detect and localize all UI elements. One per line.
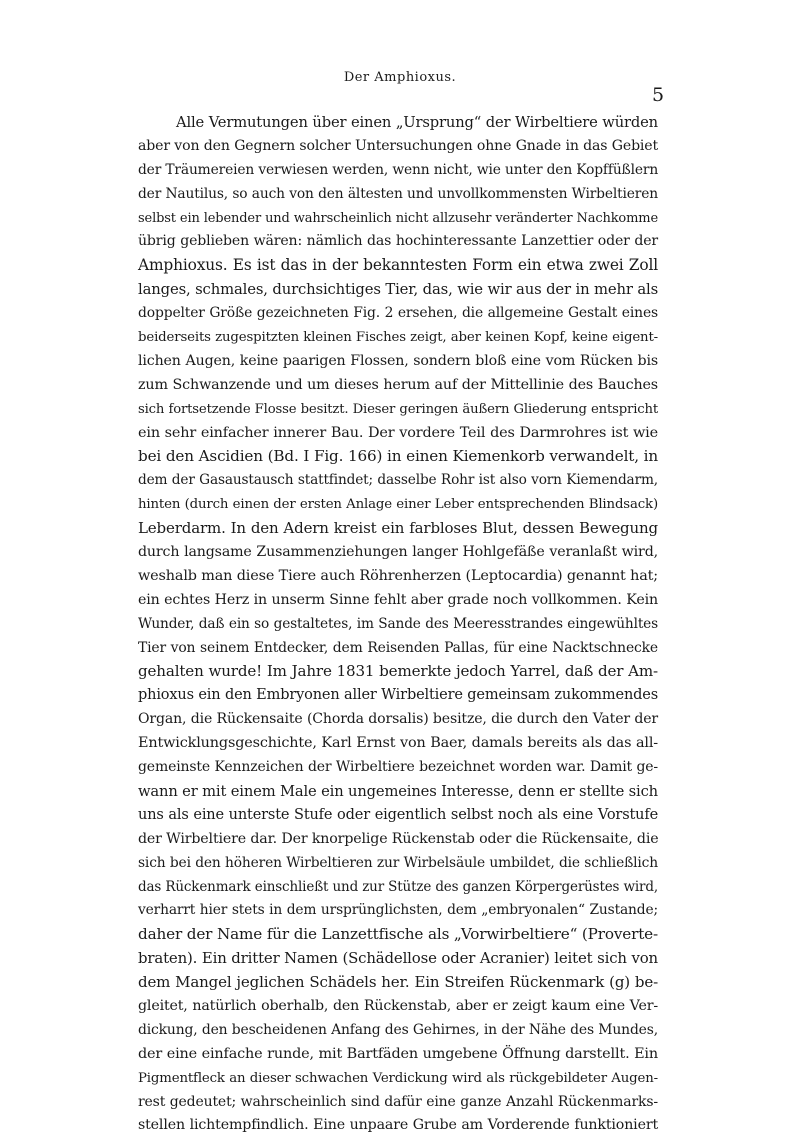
text-line: durch langsame Zusammenziehungen langer Hohlgefäße veranlaßt wird, xyxy=(138,544,658,561)
text-line: übrig geblieben wären: nämlich das hochinteressante Lanzettier oder der xyxy=(138,233,658,250)
text-line: Leberdarm. In den Adern kreist ein farbloses Blut, dessen Bewegung xyxy=(138,519,658,538)
text-line: dickung, den bescheidenen Anfang des Gehirnes, in der Nähe des Mundes, xyxy=(138,1021,658,1038)
text-line: stellen lichtempfindlich. Eine unpaare Grube am Vorderende funktioniert xyxy=(138,1117,658,1134)
text-line: phioxus ein den Embryonen aller Wirbeltiere gemeinsam zukommendes xyxy=(138,687,658,704)
text-line: der Träumereien verwiesen werden, wenn nicht, wie unter den Kopffüßlern xyxy=(138,161,659,178)
text-line: lichen Augen, keine paarigen Flossen, sondern bloß eine vom Rücken bis xyxy=(138,352,658,369)
text-line: der Wirbeltiere dar. Der knorpelige Rückenstab oder die Rückensaite, die xyxy=(138,830,659,847)
text-line: dem der Gasaustausch stattfindet; dasselbe Rohr ist also vorn Kiemendarm, xyxy=(138,472,658,489)
text-line: wann er mit einem Male ein ungemeines Interesse, denn er stellte sich xyxy=(138,782,658,800)
text-line: rest gedeutet; wahrscheinlich sind dafür eine ganze Anzahl Rückenmarks- xyxy=(138,1093,658,1110)
text-line: zum Schwanzende und um dieses herum auf der Mittellinie des Bauches xyxy=(138,376,658,393)
running-head: Der Amphioxus. xyxy=(343,70,457,85)
text-line: Organ, die Rückensaite (Chorda dorsalis) besitze, die durch den Vater der xyxy=(138,711,658,728)
text-line: Entwicklungsgeschichte, Karl Ernst von Baer, damals bereits als das all- xyxy=(138,735,658,752)
text-line: Tier von seinem Entdecker, dem Reisenden Pallas, für eine Nacktschnecke xyxy=(138,639,658,656)
text-line: doppelter Größe gezeichneten Fig. 2 ersehen, die allgemeine Gestalt eines xyxy=(138,305,658,322)
text-line: ein echtes Herz in unserm Sinne fehlt aber grade noch vollkommen. Kein xyxy=(138,591,658,608)
text-line: daher der Name für die Lanzettfische als „Vorwirbeltiere“ (Proverte- xyxy=(138,925,658,944)
text-line: braten). Ein dritter Namen (Schädellose oder Acranier) leitet sich von xyxy=(138,949,658,968)
text-line: ein sehr einfacher innerer Bau. Der vordere Teil des Darmrohres ist wie xyxy=(138,424,658,441)
text-line: hinten (durch einen der ersten Anlage einer Leber entsprechenden Blindsack) xyxy=(138,497,658,513)
text-line: dem Mangel jeglichen Schädels her. Ein Streifen Rückenmark (g) be- xyxy=(138,973,658,992)
text-line: gleitet, natürlich oberhalb, den Rückenstab, aber er zeigt kaum eine Ver- xyxy=(138,997,658,1014)
text-line: gehalten wurde! Im Jahre 1831 bemerkte jedoch Yarrel, daß der Am- xyxy=(138,662,658,681)
text-line: beiderseits zugespitzten kleinen Fisches zeigt, aber keinen Kopf, keine eigent- xyxy=(138,330,658,346)
text-line: Wunder, daß ein so gestaltetes, im Sande des Meeresstrandes eingewühltes xyxy=(138,615,658,632)
text-line: sich bei den höheren Wirbeltieren zur Wirbelsäule umbildet, die schließlich xyxy=(138,854,658,871)
text-line: sich fortsetzende Flosse besitzt. Dieser geringen äußern Gliederung entspricht xyxy=(138,401,658,417)
text-line: der eine einfache runde, mit Bartfäden umgebene Öffnung darstellt. Ein xyxy=(138,1045,658,1062)
text-line: uns als eine unterste Stufe oder eigentlich selbst noch als eine Vorstufe xyxy=(138,806,658,823)
text-line: der Nautilus, so auch von den ältesten und unvollkommensten Wirbeltieren xyxy=(138,185,658,202)
text-line: Pigmentfleck an dieser schwachen Verdickung wird als rückgebildeter Augen- xyxy=(138,1070,658,1086)
text-line: aber von den Gegnern solcher Untersuchungen ohne Gnade in das Gebiet xyxy=(138,137,658,154)
text-line: verharrt hier stets in dem ursprünglichsten, dem „embryonalen“ Zustande; xyxy=(138,902,658,919)
body-paragraph xyxy=(138,111,658,1138)
text-line: bei den Ascidien (Bd. I Fig. 166) in einen Kiemenkorb verwandelt, in xyxy=(138,447,658,466)
text-line: Amphioxus. Es ist das in der bekanntesten Form ein etwa zwei Zoll xyxy=(138,256,658,275)
text-line: Alle Vermutungen über einen „Ursprung“ der Wirbeltiere würden xyxy=(176,114,658,131)
text-line: gemeinste Kennzeichen der Wirbeltiere bezeichnet worden war. Damit ge- xyxy=(138,759,658,776)
text-line: langes, schmales, durchsichtiges Tier, das, wie wir aus der in mehr als xyxy=(138,281,659,299)
text-line: das Rückenmark einschließt und zur Stütze des ganzen Körpergerüstes wird, xyxy=(138,878,658,895)
text-line: weshalb man diese Tiere auch Röhrenherzen (Leptocardia) genannt hat; xyxy=(138,567,658,584)
page-number: 5 xyxy=(652,84,665,106)
text-line: selbst ein lebender und wahrscheinlich nicht allzusehr veränderter Nachkomme xyxy=(138,210,658,226)
